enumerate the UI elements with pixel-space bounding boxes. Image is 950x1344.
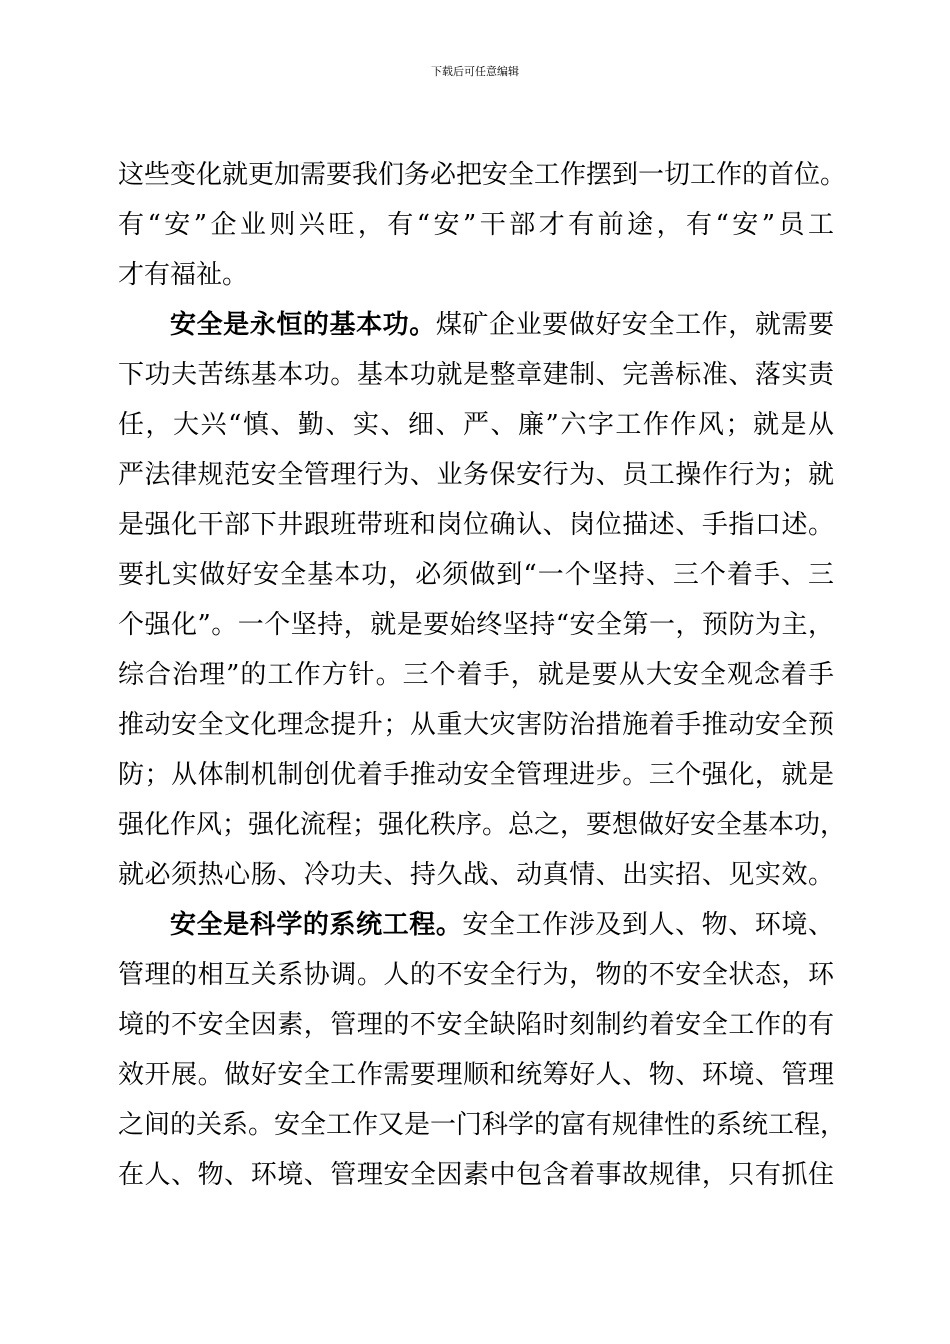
text-line: 在人、物、环境、管理安全因素中包含着事故规律，只有抓住 <box>118 1160 834 1190</box>
text-line: 推动安全文化理念提升；从重大灾害防治措施着手推动安全预 <box>118 710 834 740</box>
text-run: 安全工作涉及到人、物、环境、 <box>462 910 834 940</box>
text-line: 有“安”企业则兴旺，有“安”干部才有前途，有“安”员工 <box>118 210 834 240</box>
text-line: 综合治理”的工作方针。三个着手，就是要从大安全观念着手 <box>118 660 834 690</box>
document-body <box>118 150 847 1200</box>
page-header: 下载后可任意编辑 <box>431 65 519 78</box>
text-line: 这些变化就更加需要我们务必把安全工作摆到一切工作的首位。 <box>118 160 847 190</box>
text-line: 才有福祉。 <box>118 260 249 290</box>
text-line: 要扎实做好安全基本功，必须做到“一个坚持、三个着手、三 <box>118 560 834 590</box>
paragraph-first-line <box>118 900 834 950</box>
text-line: 就必须热心肠、冷功夫、持久战、动真情、出实招、见实效。 <box>118 860 834 890</box>
text-line: 严法律规范安全管理行为、业务保安行为、员工操作行为；就 <box>118 460 834 490</box>
text-run: 煤矿企业要做好安全工作，就需要 <box>435 310 834 340</box>
text-line: 之间的关系。安全工作又是一门科学的富有规律性的系统工程， <box>118 1110 847 1140</box>
section-heading: 安全是永恒的基本功。 <box>170 310 436 340</box>
text-line: 是强化干部下井跟班带班和岗位确认、岗位描述、手指口述。 <box>118 510 834 540</box>
text-line: 任，大兴“慎、勤、实、细、严、廉”六字工作作风；就是从 <box>118 410 834 440</box>
text-line: 个强化”。一个坚持，就是要始终坚持“安全第一，预防为主， <box>118 610 834 640</box>
text-line: 境的不安全因素，管理的不安全缺陷时刻制约着安全工作的有 <box>118 1010 834 1040</box>
text-line: 管理的相互关系协调。人的不安全行为，物的不安全状态，环 <box>118 960 834 990</box>
paragraph-first-line <box>118 300 834 350</box>
text-line: 效开展。做好安全工作需要理顺和统筹好人、物、环境、管理 <box>118 1060 834 1090</box>
text-line: 防；从体制机制创优着手推动安全管理进步。三个强化，就是 <box>118 760 834 790</box>
text-line: 下功夫苦练基本功。基本功就是整章建制、完善标准、落实责 <box>118 360 834 390</box>
text-line: 强化作风；强化流程；强化秩序。总之，要想做好安全基本功， <box>118 810 847 840</box>
section-heading: 安全是科学的系统工程。 <box>170 910 463 940</box>
